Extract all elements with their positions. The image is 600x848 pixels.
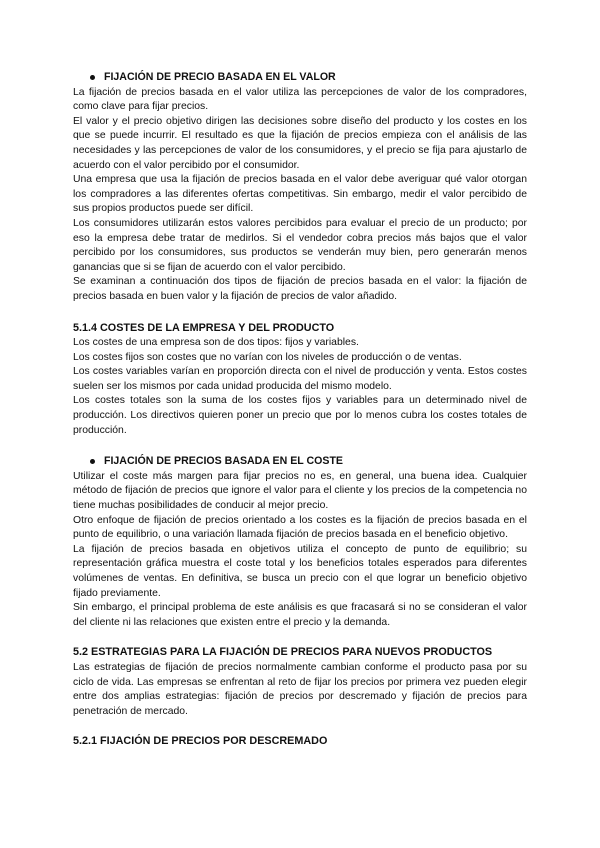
paragraph: Utilizar el coste más margen para fijar precios no es, en general, una buena idea. Cualquier método de fijación de precios que ignore el valor para el cliente y los precios de la competencia no tiene muchas posibilidades de conducir al mejor precio.	[73, 470, 527, 512]
document-body	[73, 70, 527, 750]
paragraph: Los consumidores utilizarán estos valores percibidos para evaluar el precio de un producto; por eso la empresa debe tratar de medirlos. Si el vendedor cobra precios más bajos que el valor percibido por los consumidores, sus productos se venderán muy bien, pero generarán menos ganancias que si se fijan de acuerdo con el valor percibido.	[73, 217, 527, 273]
paragraph: El valor y el precio objetivo dirigen las decisiones sobre diseño del producto y los costes en los que se puede incurrir. El resultado es que la fijación de precios empieza con el análisis de las necesidades y las percepciones de valor de los consumidores, y el precio se fija para ajustarlo de acuerdo con el valor percibido por el consumidor.	[73, 115, 527, 171]
section-heading: 5.2 ESTRATEGIAS PARA LA FIJACIÓN DE PRECIOS PARA NUEVOS PRODUCTOS	[73, 646, 493, 659]
section-heading-text: FIJACIÓN DE PRECIOS BASADA EN EL COSTE	[104, 455, 343, 468]
paragraph: Los costes variables varían en proporción directa con el nivel de producción y venta. Estos costes suelen ser los mismos por cada unidad producida del mismo modelo.	[73, 366, 527, 392]
section-heading: 5.2.1 FIJACIÓN DE PRECIOS POR DESCREMADO	[73, 735, 328, 748]
section-heading-text: FIJACIÓN DE PRECIO BASADA EN EL VALOR	[104, 71, 336, 83]
paragraph: La fijación de precios basada en el valor utiliza las percepciones de valor de los compradores, como clave para fijar precios.	[73, 86, 527, 113]
section-heading	[73, 70, 527, 85]
bullet-icon	[90, 459, 95, 464]
paragraph: Se examinan a continuación dos tipos de fijación de precios basada en el valor: la fijación de precios basada en buen valor y la fijación de precios de valor añadido.	[73, 276, 527, 302]
paragraph: Los costes totales son la suma de los costes fijos y variables para un determinado nivel de producción. Los directivos quieren poner un precio que por lo menos cubra los costes totales de producción.	[73, 395, 527, 436]
paragraph: Los costes fijos son costes que no varían con los niveles de producción o de ventas.	[73, 351, 462, 363]
bullet-icon	[90, 75, 95, 80]
section-heading	[73, 454, 527, 469]
paragraph: Los costes de una empresa son de dos tipos: fijos y variables.	[73, 337, 359, 349]
paragraph: Sin embargo, el principal problema de este análisis es que fracasará si no se consideran el valor del cliente ni las relaciones que existen entre el precio y la demanda.	[73, 602, 527, 628]
paragraph: La fijación de precios basada en objetivos utiliza el concepto de punto de equilibrio; su representación gráfica muestra el coste total y los beneficios totales esperados para diferentes volúmenes de ventas. En definitiva, se busca un precio con el que lograr un beneficio objetivo fijado previamente.	[73, 543, 527, 599]
section-heading: 5.1.4 COSTES DE LA EMPRESA Y DEL PRODUCTO	[73, 321, 335, 334]
paragraph: Otro enfoque de fijación de precios orientado a los costes es la fijación de precios basada en el punto de equilibrio, o una variación llamada fijación de precios basada en el beneficio objetivo.	[73, 514, 527, 541]
paragraph: Las estrategias de fijación de precios normalmente cambian conforme el producto pasa por su ciclo de vida. Las empresas se enfrentan al reto de fijar los precios por primera vez pueden elegir entre dos amplias estrategias: fijación de precios por descremado y fijación de precios para penetración de mercado.	[73, 661, 527, 717]
paragraph: Una empresa que usa la fijación de precios basada en el valor debe averiguar qué valor otorgan los compradores a las diferentes ofertas competitivas. Sin embargo, medir el valor percibido de sus propios productos puede ser difícil.	[73, 174, 527, 215]
